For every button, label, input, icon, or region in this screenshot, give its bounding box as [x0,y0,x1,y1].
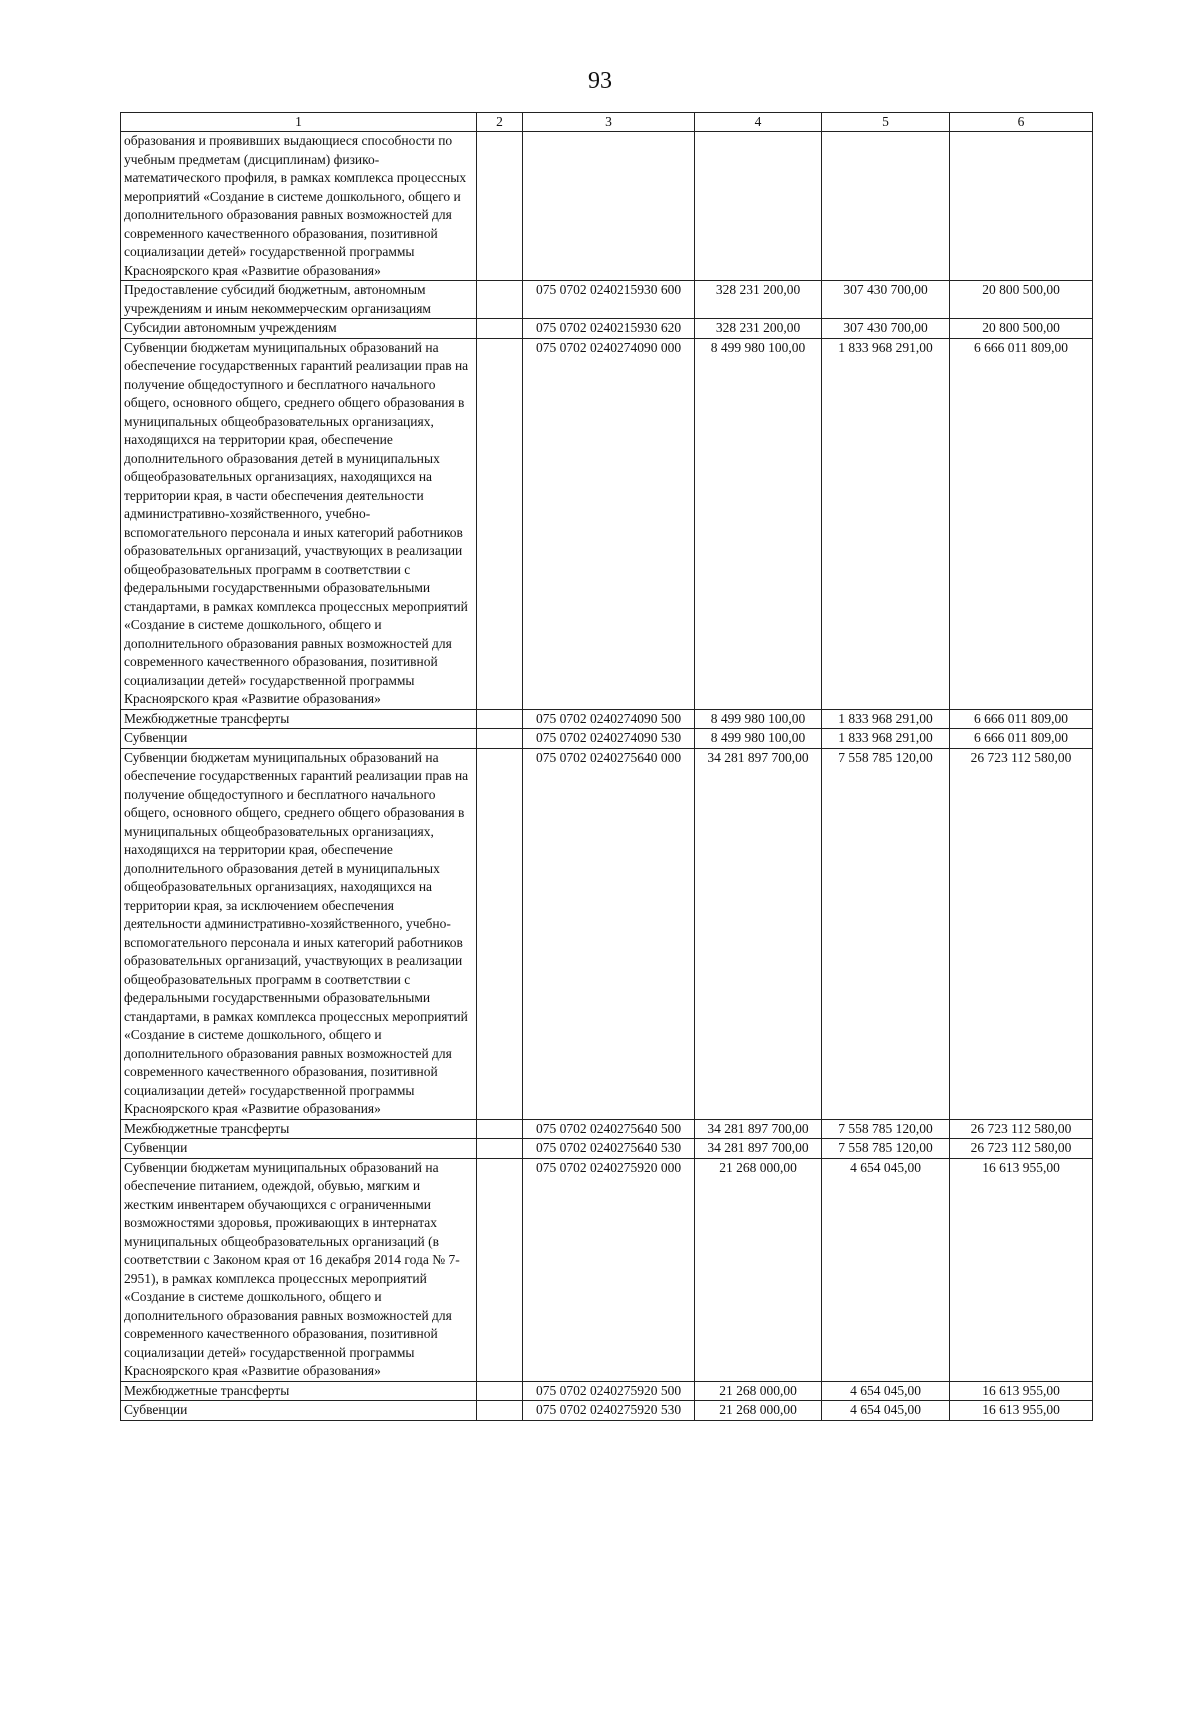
page-number: 93 [588,68,612,94]
column-header: 1 [121,113,477,132]
amount-col5: 1 833 968 291,00 [822,709,950,729]
amount-col6: 26 723 112 580,00 [950,748,1093,1119]
amount-col4: 34 281 897 700,00 [695,1139,822,1159]
amount-col5: 7 558 785 120,00 [822,1139,950,1159]
amount-col4: 21 268 000,00 [695,1158,822,1381]
budget-code: 075 0702 0240215930 620 [523,319,695,339]
row-col2 [477,281,523,319]
budget-code: 075 0702 0240275920 000 [523,1158,695,1381]
row-col2 [477,709,523,729]
amount-col6: 26 723 112 580,00 [950,1119,1093,1139]
budget-code: 075 0702 0240274090 530 [523,729,695,749]
amount-col6: 16 613 955,00 [950,1401,1093,1421]
row-description: Субвенции [121,1139,477,1159]
table-row [121,729,1093,749]
row-description: Межбюджетные трансферты [121,709,477,729]
row-description: образования и проявивших выдающиеся способности по учебным предметам (дисциплинам) физико-математического профиля, в рамках комплекса процессных мероприятий «Создание в системе дошкольного, общего и дополнительного образования равных возможностей для современного качественного образования, позитивной социализации детей» государственной программы Красноярского края «Развитие образования» [121,132,477,281]
budget-code: 075 0702 0240275920 530 [523,1401,695,1421]
amount-col4: 8 499 980 100,00 [695,729,822,749]
row-description: Субсидии автономным учреждениям [121,319,477,339]
budget-code: 075 0702 0240275640 000 [523,748,695,1119]
row-description: Субвенции бюджетам муниципальных образований на обеспечение государственных гарантий реализации прав на получение общедоступного и бесплатного начального общего, основного общего, среднего общего образования в муниципальных общеобразовательных организациях, находящихся на территории края, обеспечение дополнительного образования детей в муниципальных общеобразовательных организациях, находящихся на территории края, за исключением обеспечения деятельности административно-хозяйственного, учебно-вспомогательного персонала и иных категорий работников образовательных организаций, участвующих в реализации общеобразовательных программ в соответствии с федеральными государственными образовательными стандартами, в рамках комплекса процессных мероприятий «Создание в системе дошкольного, общего и дополнительного образования равных возможностей для современного качественного образования, позитивной социализации детей» государственной программы Красноярского края «Развитие образования» [121,748,477,1119]
amount-col5: 4 654 045,00 [822,1158,950,1381]
amount-col6 [950,132,1093,281]
row-col2 [477,319,523,339]
header-row [121,113,1093,132]
column-header: 5 [822,113,950,132]
table-row [121,1119,1093,1139]
amount-col6: 6 666 011 809,00 [950,709,1093,729]
table-row [121,709,1093,729]
amount-col4: 328 231 200,00 [695,281,822,319]
row-col2 [477,1139,523,1159]
row-description: Межбюджетные трансферты [121,1119,477,1139]
column-header: 2 [477,113,523,132]
row-description: Субвенции [121,729,477,749]
amount-col5: 307 430 700,00 [822,281,950,319]
budget-code: 075 0702 0240275640 500 [523,1119,695,1139]
budget-table [120,112,1093,1421]
amount-col4: 21 268 000,00 [695,1381,822,1401]
amount-col5: 307 430 700,00 [822,319,950,339]
amount-col5: 1 833 968 291,00 [822,338,950,709]
budget-code [523,132,695,281]
column-header: 6 [950,113,1093,132]
column-header: 4 [695,113,822,132]
amount-col5: 1 833 968 291,00 [822,729,950,749]
table-row [121,1139,1093,1159]
row-col2 [477,748,523,1119]
table-row [121,281,1093,319]
amount-col4: 21 268 000,00 [695,1401,822,1421]
amount-col6: 20 800 500,00 [950,319,1093,339]
row-col2 [477,729,523,749]
table-row [121,1401,1093,1421]
amount-col4: 8 499 980 100,00 [695,338,822,709]
table-row [121,748,1093,1119]
column-header: 3 [523,113,695,132]
amount-col5 [822,132,950,281]
amount-col6: 26 723 112 580,00 [950,1139,1093,1159]
row-col2 [477,1119,523,1139]
row-col2 [477,338,523,709]
table-row [121,1381,1093,1401]
amount-col6: 6 666 011 809,00 [950,729,1093,749]
row-description: Субвенции [121,1401,477,1421]
row-description: Межбюджетные трансферты [121,1381,477,1401]
amount-col4: 34 281 897 700,00 [695,748,822,1119]
row-col2 [477,132,523,281]
amount-col5: 4 654 045,00 [822,1381,950,1401]
row-col2 [477,1401,523,1421]
amount-col6: 16 613 955,00 [950,1158,1093,1381]
table-row [121,338,1093,709]
table-row [121,132,1093,281]
budget-code: 075 0702 0240274090 000 [523,338,695,709]
budget-code: 075 0702 0240275640 530 [523,1139,695,1159]
amount-col5: 7 558 785 120,00 [822,1119,950,1139]
amount-col5: 7 558 785 120,00 [822,748,950,1119]
row-description: Субвенции бюджетам муниципальных образований на обеспечение государственных гарантий реализации прав на получение общедоступного и бесплатного начального общего, основного общего, среднего общего образования в муниципальных общеобразовательных организациях, находящихся на территории края, обеспечение дополнительного образования детей в муниципальных общеобразовательных организациях, находящихся на территории края, в части обеспечения деятельности административно-хозяйственного, учебно-вспомогательного персонала и иных категорий работников образовательных организаций, участвующих в реализации общеобразовательных программ в соответствии с федеральными государственными образовательными стандартами, в рамках комплекса процессных мероприятий «Создание в системе дошкольного, общего и дополнительного образования равных возможностей для современного качественного образования, позитивной социализации детей» государственной программы Красноярского края «Развитие образования» [121,338,477,709]
row-col2 [477,1381,523,1401]
table-body [121,132,1093,1421]
amount-col4: 328 231 200,00 [695,319,822,339]
budget-code: 075 0702 0240274090 500 [523,709,695,729]
amount-col6: 20 800 500,00 [950,281,1093,319]
budget-code: 075 0702 0240215930 600 [523,281,695,319]
row-description: Субвенции бюджетам муниципальных образований на обеспечение питанием, одеждой, обувью, мягким и жестким инвентарем обучающихся с ограниченными возможностями здоровья, проживающих в интернатах муниципальных общеобразовательных организаций (в соответствии с Законом края от 16 декабря 2014 года № 7-2951), в рамках комплекса процессных мероприятий «Создание в системе дошкольного, общего и дополнительного образования равных возможностей для современного качественного образования, позитивной социализации детей» государственной программы Красноярского края «Развитие образования» [121,1158,477,1381]
amount-col4 [695,132,822,281]
table-row [121,319,1093,339]
row-description: Предоставление субсидий бюджетным, автономным учреждениям и иным некоммерческим организациям [121,281,477,319]
table-row [121,1158,1093,1381]
amount-col4: 8 499 980 100,00 [695,709,822,729]
amount-col4: 34 281 897 700,00 [695,1119,822,1139]
row-col2 [477,1158,523,1381]
amount-col6: 16 613 955,00 [950,1381,1093,1401]
amount-col6: 6 666 011 809,00 [950,338,1093,709]
amount-col5: 4 654 045,00 [822,1401,950,1421]
budget-code: 075 0702 0240275920 500 [523,1381,695,1401]
